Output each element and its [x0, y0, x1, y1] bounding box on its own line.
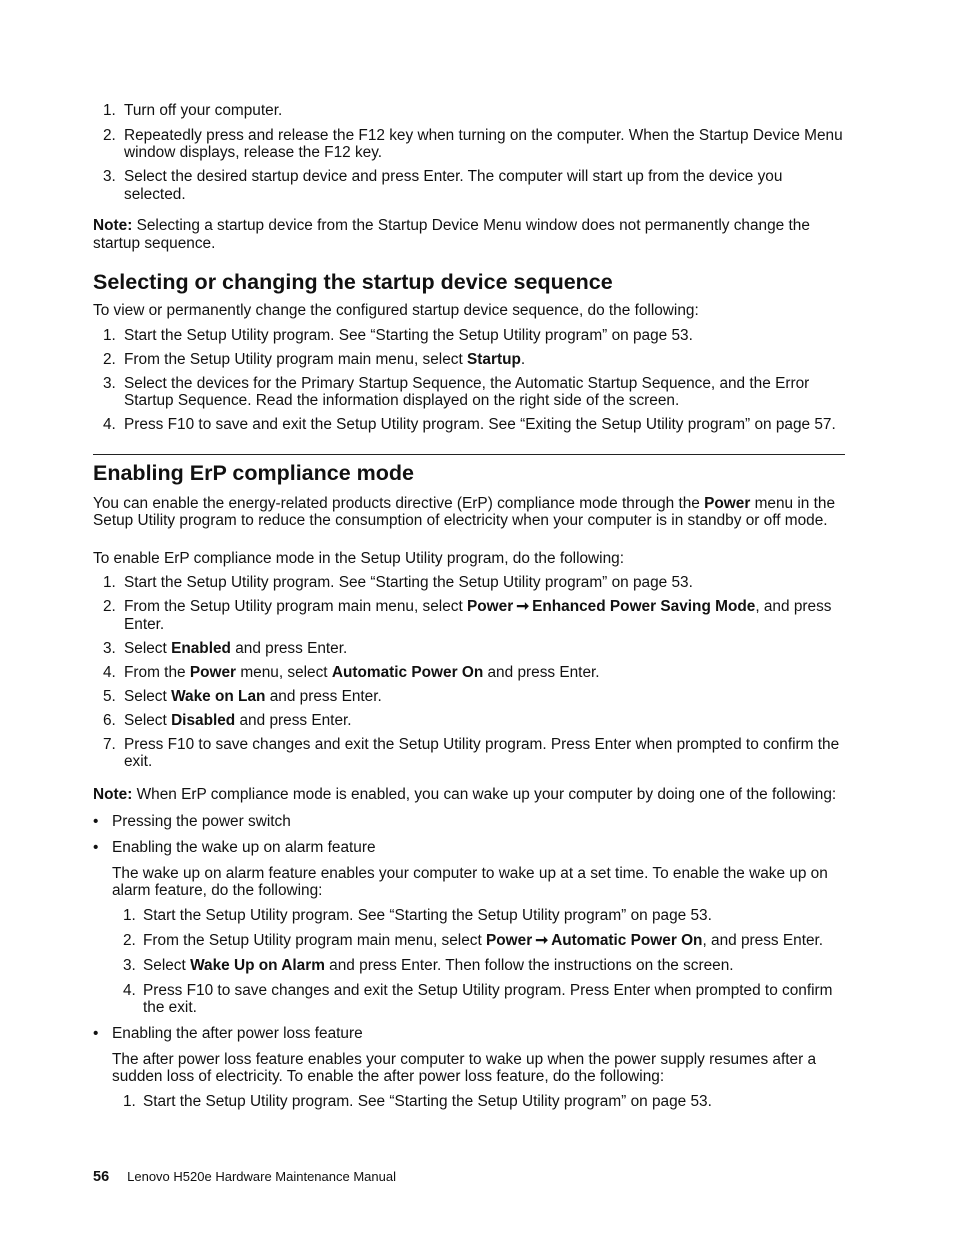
wake-options-list — [93, 813, 845, 1110]
list-item — [93, 598, 845, 633]
bullet-item — [93, 813, 845, 831]
page-content — [93, 102, 845, 1119]
list-item — [93, 688, 845, 706]
list-item — [93, 736, 845, 771]
step-text: Start the Setup Utility program. See “Starting the Setup Utility program” on page 53. — [143, 1092, 712, 1110]
step-number: 2. — [103, 598, 116, 615]
section-heading-erp: Enabling ErP compliance mode — [93, 460, 414, 485]
list-item — [93, 351, 845, 369]
manual-title: Lenovo H520e Hardware Maintenance Manual — [127, 1169, 396, 1184]
power-loss-steps — [112, 1093, 845, 1111]
bullet-paragraph: The wake up on alarm feature enables your computer to wake up at a set time. To enable the wake up on alarm feature, do the following: — [112, 864, 828, 899]
step-text: Start the Setup Utility program. See “Starting the Setup Utility program” on page 53. — [124, 326, 693, 344]
list-item — [112, 982, 845, 1017]
step-text: Select — [124, 711, 172, 729]
alarm-steps — [112, 907, 845, 1017]
step-number: 4. — [123, 981, 136, 999]
step-text: Select the desired startup device and press Enter. The computer will start up from the device you selected. — [124, 168, 783, 203]
menu-name: Power — [189, 663, 237, 681]
step-text: Select — [124, 687, 172, 705]
menu-name: Power — [486, 931, 533, 949]
arrow-icon: ➞ — [516, 598, 530, 615]
step-text: and press Enter. — [235, 711, 352, 729]
erp-intro: To enable ErP compliance mode in the Setup Utility program, do the following: — [93, 549, 624, 567]
step-number: 4. — [103, 416, 116, 433]
arrow-icon: ➞ — [535, 931, 549, 949]
bullet-text: Enabling the after power loss feature — [112, 1025, 363, 1042]
step-text: From the Setup Utility program main menu, select — [143, 931, 486, 949]
list-item — [112, 1093, 845, 1111]
list-item — [112, 957, 845, 975]
step-number: 5. — [103, 687, 116, 705]
erp-steps — [93, 574, 845, 771]
step-text: and press Enter. — [265, 687, 382, 705]
bullet-text: Pressing the power switch — [112, 813, 291, 830]
step-text: , and press Enter. — [124, 598, 832, 633]
bullet-icon: • — [93, 1025, 99, 1042]
list-item — [112, 907, 845, 925]
step-text: and press Enter. — [483, 663, 600, 681]
step-text: and press Enter. Then follow the instructions on the screen. — [324, 956, 734, 974]
step-number: 4. — [103, 663, 116, 681]
note-text: When ErP compliance mode is enabled, you can wake up your computer by doing one of the following: — [132, 785, 837, 803]
page-footer — [93, 1168, 396, 1187]
menu-name: Power — [704, 494, 751, 512]
step-text: From the Setup Utility program main menu, select — [124, 598, 467, 615]
step-text: Select the devices for the Primary Startup Sequence, the Automatic Startup Sequence, and the Error Startup Sequence. Read the information displayed on the right side of the screen. — [124, 374, 810, 409]
bullet-item — [93, 1025, 845, 1110]
step-text: and press Enter. — [230, 639, 348, 657]
list-item — [112, 932, 845, 950]
list-item — [93, 127, 845, 162]
step-number: 1. — [103, 574, 116, 591]
step-text: menu, select — [236, 663, 332, 681]
step-number: 1. — [123, 1092, 136, 1110]
note-erp — [93, 786, 845, 804]
paragraph-text: You can enable the energy-related products directive (ErP) compliance mode through the — [93, 494, 705, 512]
menu-option: Automatic Power On — [331, 663, 484, 681]
list-item — [93, 712, 845, 730]
menu-name: Startup — [467, 350, 521, 368]
step-text: Select — [143, 956, 191, 974]
note-label: Note: — [93, 217, 133, 234]
step-text: From the — [124, 663, 190, 681]
step-text: From the Setup Utility program main menu, select — [124, 350, 467, 368]
list-item — [93, 168, 845, 203]
step-number: 2. — [103, 126, 116, 144]
startup-sequence-steps — [93, 327, 845, 434]
list-item — [93, 664, 845, 682]
list-item — [93, 640, 845, 658]
list-item — [93, 416, 845, 434]
list-item — [93, 375, 845, 410]
step-number: 1. — [103, 326, 116, 344]
step-number: 2. — [123, 931, 136, 949]
bullet-icon: • — [93, 813, 99, 830]
list-item — [93, 327, 845, 345]
note-text: Selecting a startup device from the Startup Device Menu window does not permanently change the startup sequence. — [93, 217, 810, 252]
menu-option: Disabled — [171, 711, 236, 729]
step-text: Press F10 to save and exit the Setup Utility program. See “Exiting the Setup Utility program” on page 57. — [124, 416, 836, 433]
step-text: Start the Setup Utility program. See “Starting the Setup Utility program” on page 53. — [143, 906, 712, 924]
step-number: 1. — [103, 102, 116, 119]
note-startup — [93, 217, 845, 252]
menu-option: Wake Up on Alarm — [190, 956, 325, 974]
step-number: 7. — [103, 735, 116, 753]
step-number: 3. — [103, 374, 116, 392]
bullet-text: Enabling the wake up on alarm feature — [112, 839, 376, 856]
step-number: 3. — [103, 168, 116, 185]
section-divider — [93, 454, 845, 455]
menu-option: Wake on Lan — [171, 687, 266, 705]
bullet-icon: • — [93, 839, 99, 856]
menu-option: Automatic Power On — [551, 931, 703, 949]
list-item — [93, 102, 845, 120]
bullet-item — [93, 839, 845, 1017]
note-label: Note: — [93, 785, 133, 803]
list-item — [93, 574, 845, 592]
section-intro: To view or permanently change the configured startup device sequence, do the following: — [93, 302, 699, 319]
step-text: Select — [124, 639, 172, 657]
step-text: Turn off your computer. — [124, 102, 283, 119]
section-heading-startup-sequence: Selecting or changing the startup device sequence — [93, 270, 613, 294]
step-number: 2. — [103, 350, 116, 368]
paragraph-text: menu in the Setup Utility program to reduce the consumption of electricity when your computer is in standby or off mode. — [93, 494, 836, 529]
step-text: Repeatedly press and release the F12 key when turning on the computer. When the Startup Device Menu window displays, release the F12 key. — [124, 126, 843, 161]
menu-option: Enhanced Power Saving Mode — [532, 598, 756, 615]
step-text: Start the Setup Utility program. See “Starting the Setup Utility program” on page 53. — [124, 574, 693, 591]
erp-description — [93, 495, 845, 530]
step-number: 1. — [123, 906, 136, 924]
step-number: 3. — [123, 956, 136, 974]
page-number: 56 — [93, 1169, 110, 1185]
step-number: 6. — [103, 711, 116, 729]
step-number: 3. — [103, 639, 116, 657]
step-text: . — [520, 350, 526, 368]
menu-name: Power — [467, 598, 514, 615]
bullet-paragraph: The after power loss feature enables your computer to wake up when the power supply resumes after a sudden loss of electricity. To enable the after power loss feature, do the following: — [112, 1050, 817, 1085]
step-text: , and press Enter. — [702, 931, 824, 949]
menu-option: Enabled — [171, 639, 231, 657]
startup-menu-steps — [93, 102, 845, 203]
step-text: Press F10 to save changes and exit the Setup Utility program. Press Enter when prompted to confirm the exit. — [143, 981, 833, 1016]
step-text: Press F10 to save changes and exit the Setup Utility program. Press Enter when prompted to confirm the exit. — [124, 735, 840, 770]
